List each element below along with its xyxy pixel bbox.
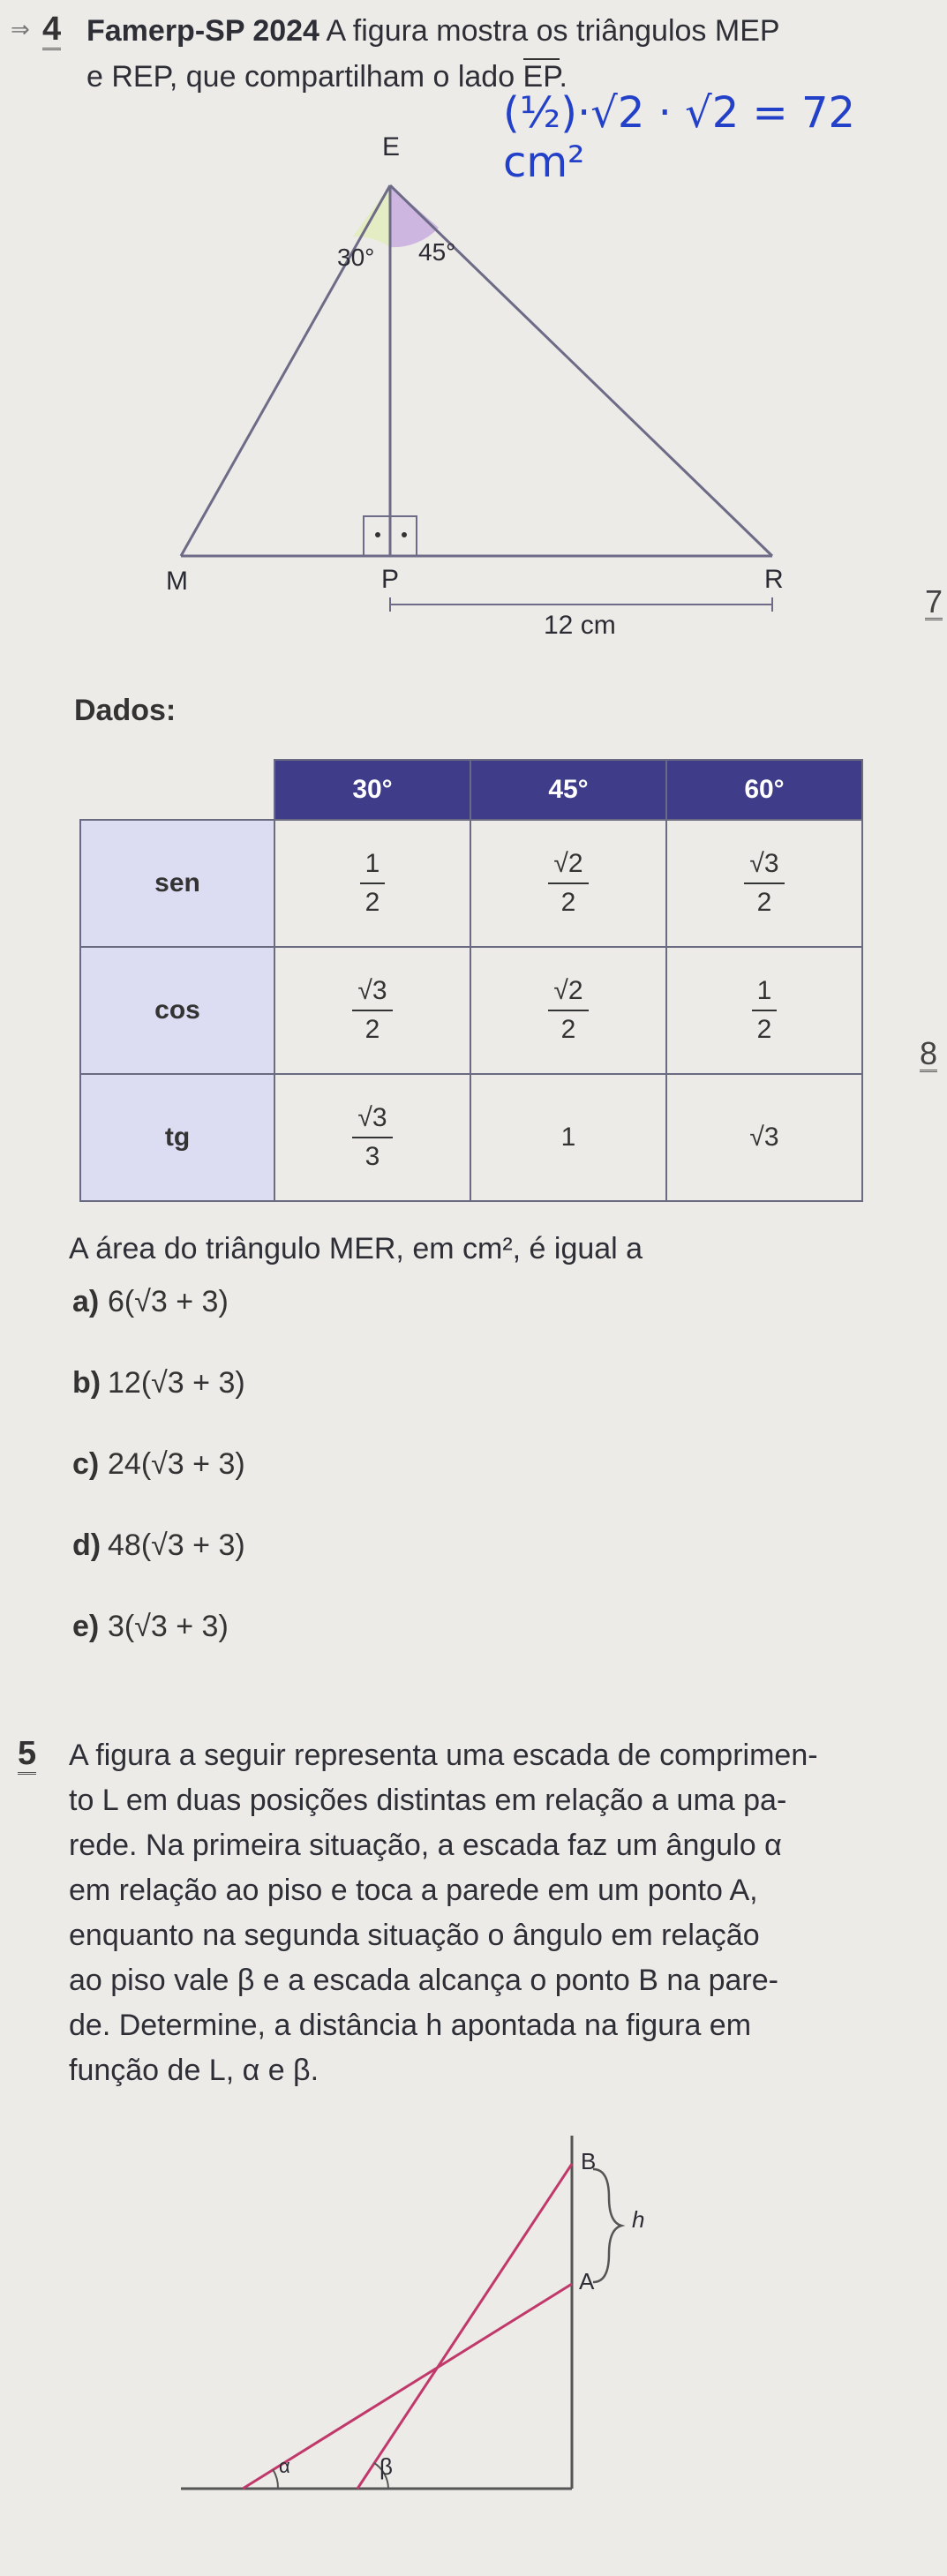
table-row	[80, 820, 862, 947]
trig-table-corner	[80, 760, 274, 820]
triangle-figure	[0, 124, 947, 653]
segment-ep: EP	[522, 60, 560, 94]
q5-line: A figura a seguir representa uma escada de comprimen-	[69, 1739, 818, 1772]
option-c[interactable]: c) 24(√3 + 3)	[72, 1447, 245, 1481]
cell-cos-30: $\frac{√3}{2}$	[274, 947, 470, 1074]
trig-table	[79, 759, 863, 1202]
q4-question: A área do triângulo MER, em cm², é igual a	[69, 1232, 643, 1265]
q4-arrow-icon: ⇒	[11, 16, 30, 42]
h-brace	[593, 2169, 621, 2282]
alpha-label: α	[279, 2455, 290, 2477]
alpha-arc	[273, 2469, 278, 2489]
handwritten-calculation: (½)·√2 · √2 = 72 cm²	[503, 88, 856, 187]
row-label-cos: cos	[80, 947, 274, 1074]
cell-sen-30: $\frac{1}{2}$	[274, 820, 470, 947]
q4-statement-line1	[86, 9, 780, 53]
option-a[interactable]: a) 6(√3 + 3)	[72, 1285, 229, 1318]
angle-45-label: 45°	[418, 238, 456, 266]
option-d[interactable]: d) 48(√3 + 3)	[72, 1528, 245, 1562]
q4-number: 4	[42, 11, 61, 49]
trig-table-header-row	[80, 760, 862, 820]
point-b: B	[581, 2148, 597, 2174]
cell-sen-45: $\frac{√2}{2}$	[470, 820, 666, 947]
vertex-e: E	[382, 132, 401, 161]
margin-mark-8: 8	[920, 1035, 938, 1071]
q5-line: enquanto na segunda situação o ângulo em relação	[69, 1919, 760, 1952]
q5-line: to L em duas posições distintas em relação a uma pa-	[69, 1784, 787, 1817]
header-60: 60°	[666, 760, 862, 820]
option-e[interactable]: e) 3(√3 + 3)	[72, 1610, 229, 1643]
cell-cos-45: $\frac{√2}{2}$	[470, 947, 666, 1074]
dados-label: Dados:	[74, 694, 177, 727]
vertex-p: P	[381, 565, 400, 594]
row-label-sen: sen	[80, 820, 274, 947]
angle-30-label: 30°	[337, 244, 375, 271]
table-row	[80, 1074, 862, 1201]
margin-mark-7: 7	[925, 583, 943, 620]
header-30: 30°	[274, 760, 470, 820]
vertex-m: M	[166, 567, 188, 596]
cell-tg-45: 1	[470, 1074, 666, 1201]
base-length-label: 12 cm	[544, 611, 616, 640]
q4-line2-prefix: e REP, que compartilham o lado	[86, 60, 523, 94]
ladder-figure	[0, 2118, 947, 2576]
header-45: 45°	[470, 760, 666, 820]
table-row	[80, 947, 862, 1074]
cell-tg-30: $\frac{√3}{3}$	[274, 1074, 470, 1201]
q4-statement-line2	[86, 55, 567, 99]
row-label-tg: tg	[80, 1074, 274, 1201]
ladder-beta	[357, 2164, 572, 2489]
cell-cos-60: $\frac{1}{2}$	[666, 947, 862, 1074]
point-a: A	[579, 2268, 595, 2294]
h-label: h	[632, 2206, 645, 2233]
q5-line: função de L, α e β.	[69, 2054, 319, 2087]
q4-line2-suffix: .	[559, 60, 567, 94]
cell-sen-60: $\frac{√3}{2}$	[666, 820, 862, 947]
q5-line: rede. Na primeira situação, a escada faz um ângulo α	[69, 1829, 782, 1862]
q4-source: Famerp-SP 2024	[86, 14, 319, 48]
q5-statement	[69, 1733, 934, 2093]
vertex-r: R	[764, 565, 784, 594]
q4-line1: A figura mostra os triângulos MEP	[326, 14, 780, 48]
q5-line: ao piso vale β e a escada alcança o ponto B na pare-	[69, 1964, 778, 1997]
side-me	[181, 185, 390, 556]
cell-tg-60: √3	[666, 1074, 862, 1201]
beta-label: β	[380, 2453, 393, 2480]
option-b[interactable]: b) 12(√3 + 3)	[72, 1366, 245, 1400]
q5-line: em relação ao piso e toca a parede em um ponto A,	[69, 1874, 758, 1907]
q5-number: 5	[18, 1735, 36, 1773]
q5-line: de. Determine, a distância h apontada na figura em	[69, 2009, 752, 2042]
ladder-alpha	[243, 2284, 572, 2489]
